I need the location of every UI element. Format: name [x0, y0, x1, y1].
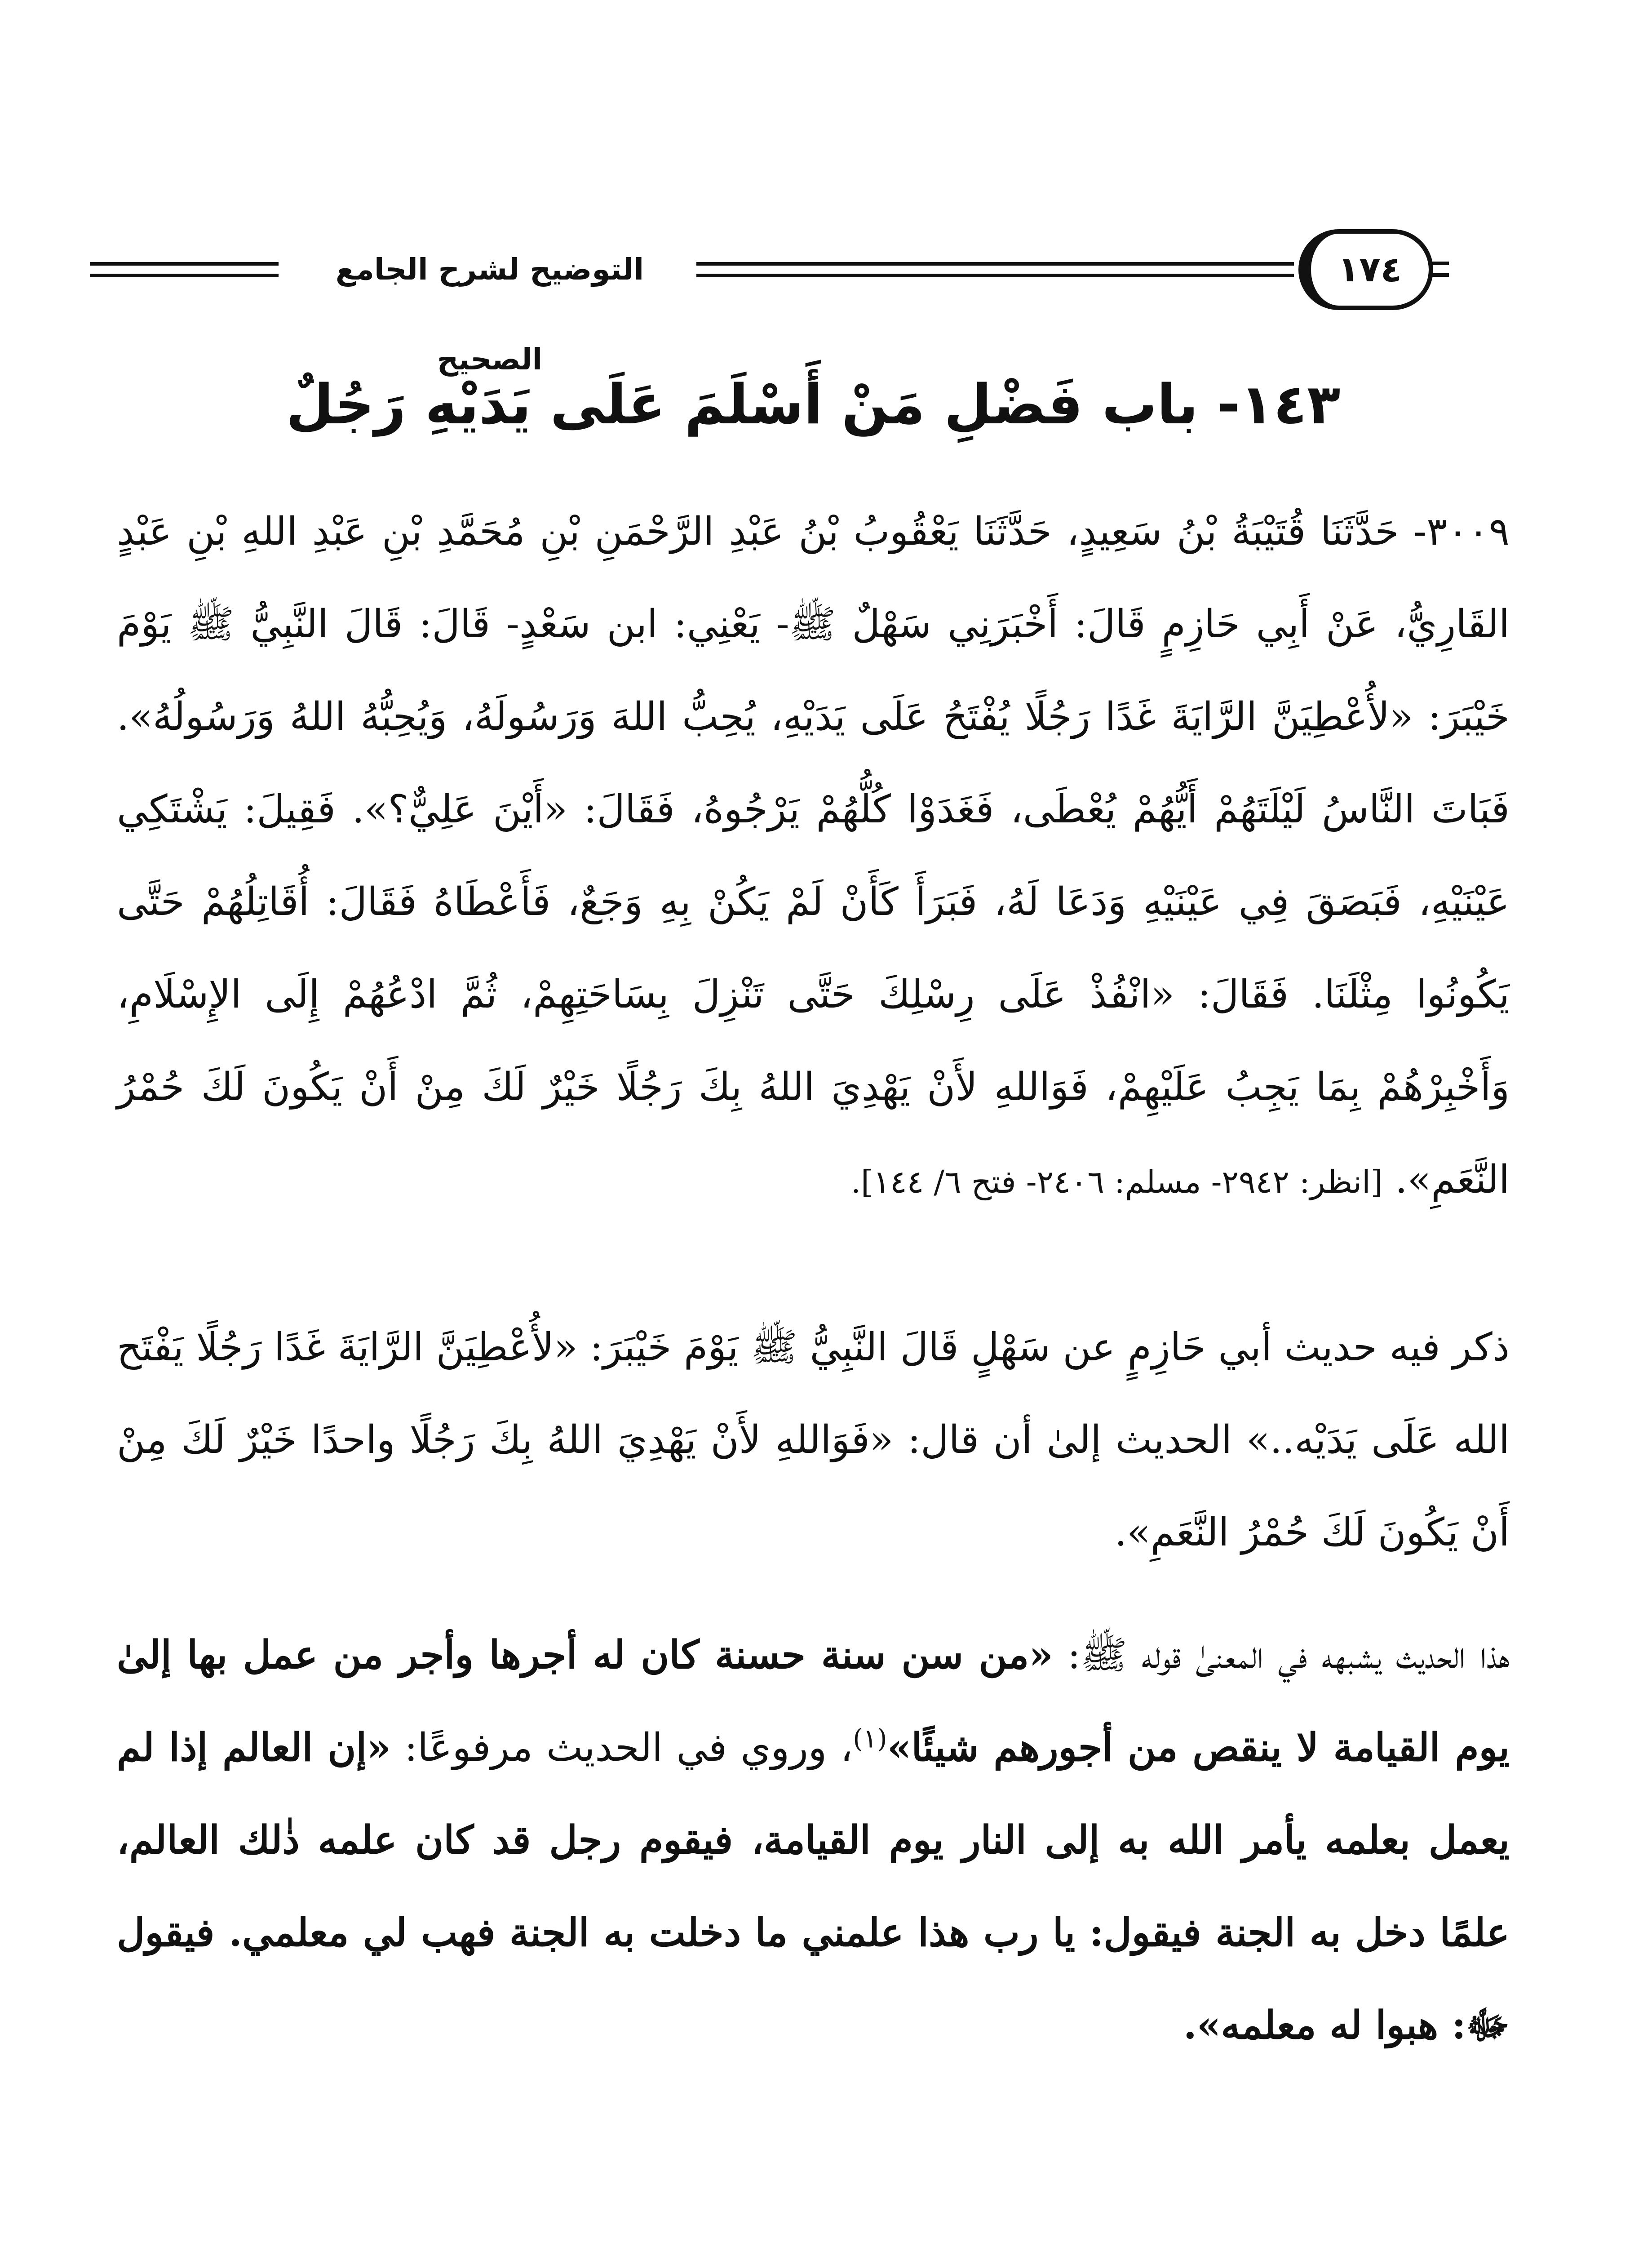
running-title: التوضيح لشرح الجامع الصحيح — [335, 252, 644, 377]
chapter-heading: ١٤٣- باب فَضْلِ مَنْ أَسْلَمَ عَلَى يَدَيْهِ رَجُلٌ — [286, 373, 1341, 436]
commentary-intro: هذا الحديث يشبهه في المعنىٰ قوله ﷺ: — [1053, 1633, 1510, 1678]
page-number-badge — [1298, 229, 1433, 310]
commentary-paragraph-1: ذكر فيه حديث أبي حَازِمٍ عن سَهْلٍ قَالَ النَّبِيُّ ﷺ يَوْمَ خَيْبَرَ: «لأُعْطِيَنَّ الرَّايَةَ غَدًا رَجُلًا يَفْتَح الله عَلَى يَدَيْه..» الحديث إلىٰ أن قال: «فَوَاللهِ لأَنْ يَهْدِيَ اللهُ بِكَ رَجُلًا واحدًا خَيْرٌ لَكَ مِنْ أَنْ يَكُونَ لَكَ حُمْرُ النَّعَمِ». — [117, 1325, 1510, 1555]
header-rule-tail — [1431, 262, 1449, 277]
running-header — [90, 225, 1447, 377]
header-double-rule-left — [90, 262, 279, 277]
commentary-bridge: ، وروي في الحديث مرفوعًا: — [391, 1725, 853, 1770]
page-number: ١٧٤ — [1338, 249, 1402, 290]
hadith-paragraph — [117, 485, 1510, 1228]
header-double-rule-right — [696, 262, 1294, 277]
commentary-paragraph-2 — [117, 1609, 1510, 2072]
hadith-reference: [انظر: ٢٩٤٢- مسلم: ٢٤٠٦- فتح ٦/ ١٤٤]. — [850, 1163, 1383, 1200]
quoted-hadith-1: «من سن سنة حسنة كان له أجرها وأجر من عمل بها إلىٰ يوم القيامة لا ينقص من أجورهم شيئًا» — [117, 1632, 1510, 1770]
hadith-text: ٣٠٠٩- حَدَّثَنَا قُتَيْبَةُ بْنُ سَعِيدٍ، حَدَّثَنَا يَعْقُوبُ بْنُ عَبْدِ الرَّحْمَنِ بْنِ مُحَمَّدِ بْنِ عَبْدِ اللهِ بْنِ عَبْدٍ القَارِيُّ، عَنْ أَبِي حَازِمٍ قَالَ: أَخْبَرَنِي سَهْلٌ ﷺ- يَعْنِي: ابن سَعْدٍ- قَالَ: قَالَ النَّبِيُّ ﷺ يَوْمَ خَيْبَرَ: «لأُعْطِيَنَّ الرَّايَةَ غَدًا رَجُلًا يُفْتَحُ عَلَى يَدَيْهِ، يُحِبُّ اللهَ وَرَسُولَهُ، وَيُحِبُّهُ اللهُ وَرَسُولُهُ». فَبَاتَ النَّاسُ لَيْلَتَهُمْ أَيُّهُمْ يُعْطَى، فَغَدَوْا كُلُّهُمْ يَرْجُوهُ، فَقَالَ: «أَيْنَ عَلِيٌّ؟». فَقِيلَ: يَشْتَكِي عَيْنَيْهِ، فَبَصَقَ فِي عَيْنَيْهِ وَدَعَا لَهُ، فَبَرَأَ كَأَنْ لَمْ يَكُنْ بِهِ وَجَعٌ، فَأَعْطَاهُ فَقَالَ: أُقَاتِلُهُمْ حَتَّى يَكُونُوا مِثْلَنَا. فَقَالَ: «انْفُذْ عَلَى رِسْلِكَ حَتَّى تَنْزِلَ بِسَاحَتِهِمْ، ثُمَّ ادْعُهُمْ إِلَى الإِسْلَامِ، وَأَخْبِرْهُمْ بِمَا يَجِبُ عَلَيْهِمْ، فَوَاللهِ لأَنْ يَهْدِيَ اللهُ بِكَ رَجُلًا خَيْرٌ لَكَ مِنْ أَنْ يَكُونَ لَكَ حُمْرُ النَّعَمِ». — [117, 509, 1510, 1202]
quoted-hadith-2: «إن العالم إذا لم يعمل بعلمه يأمر الله به إلى النار يوم القيامة، فيقوم رجل قد كان علمه ذٰلك العالم، علمًا دخل به الجنة فيقول: يا رب هذا علمني ما دخلت به الجنة فهب لي معلمي. فيقول ﷻ: هبوا له معلمه». — [117, 1725, 1510, 2048]
footnote-marker: (١) — [853, 1723, 887, 1754]
